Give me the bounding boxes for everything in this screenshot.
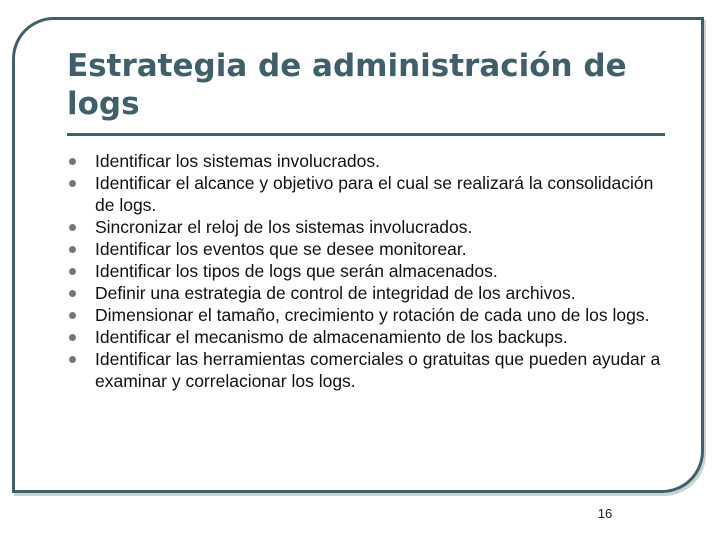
bullet-text: Identificar el mecanismo de almacenamiento de los backups.: [95, 327, 568, 347]
list-item: [67, 282, 667, 304]
bullet-text: Identificar los eventos que se desee monitorear.: [95, 239, 467, 259]
bullet-icon: [69, 334, 76, 341]
bullet-icon: [69, 180, 76, 187]
list-item: [67, 216, 667, 238]
list-item: [67, 326, 667, 348]
bullet-icon: [69, 224, 76, 231]
bullet-text: Identificar las herramientas comerciales o gratuitas que pueden ayudar a examinar y correlacionar los logs.: [95, 349, 661, 391]
bullet-text: Identificar los tipos de logs que serán almacenados.: [95, 261, 498, 281]
list-item: [67, 150, 667, 172]
bullet-icon: [69, 356, 76, 363]
bullet-icon: [69, 290, 76, 297]
list-item: [67, 238, 667, 260]
bullet-text: Identificar el alcance y objetivo para el cual se realizará la consolidación de logs.: [95, 173, 654, 215]
bullet-text: Definir una estrategia de control de integridad de los archivos.: [95, 283, 576, 303]
title-divider: [67, 133, 665, 136]
slide-title: Estrategia de administración de logs: [67, 48, 627, 122]
list-item: [67, 260, 667, 282]
list-item: [67, 172, 667, 216]
list-item: [67, 304, 667, 326]
bullet-text: Identificar los sistemas involucrados.: [95, 151, 380, 171]
bullet-text: Dimensionar el tamaño, crecimiento y rotación de cada uno de los logs.: [95, 305, 650, 325]
bullet-text: Sincronizar el reloj de los sistemas involucrados.: [95, 217, 473, 237]
bullet-icon: [69, 246, 76, 253]
bullet-list: [67, 150, 667, 392]
page-number: 16: [597, 506, 613, 521]
bullet-icon: [69, 312, 76, 319]
bullet-icon: [69, 158, 76, 165]
bullet-icon: [69, 268, 76, 275]
list-item: [67, 348, 667, 392]
